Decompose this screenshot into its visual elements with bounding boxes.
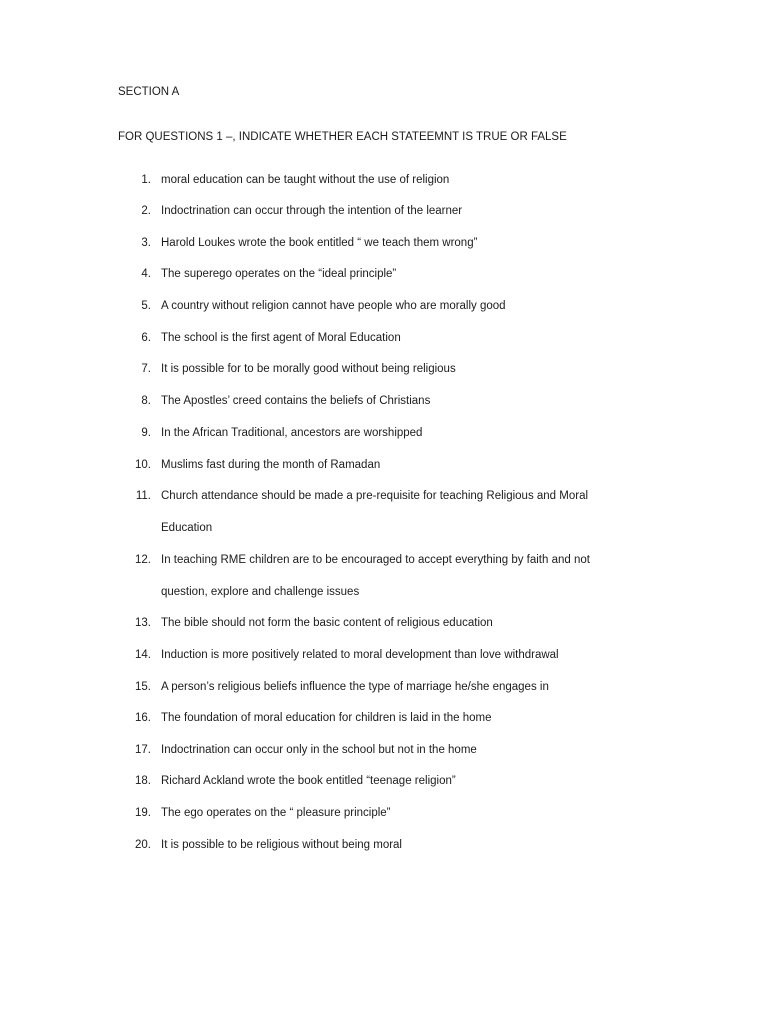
question-text: Indoctrination can occur through the intention of the learner — [161, 205, 463, 217]
instructions: FOR QUESTIONS 1 –, INDICATE WHETHER EACH STATEEMNT IS TRUE OR FALSE — [118, 131, 567, 143]
question-text: The foundation of moral education for children is laid in the home — [161, 712, 492, 724]
question-number: 5. — [141, 300, 151, 312]
question-text: The bible should not form the basic content of religious education — [161, 617, 493, 629]
question-text: It is possible for to be morally good without being religious — [161, 363, 456, 375]
question-number: 16. — [135, 712, 151, 724]
question-number: 17. — [135, 744, 151, 756]
question-number: 7. — [141, 363, 151, 375]
question-text: Induction is more positively related to moral development than love withdrawal — [161, 649, 559, 661]
question-number: 9. — [141, 427, 151, 439]
section-title: SECTION A — [118, 86, 180, 98]
question-text: Church attendance should be made a pre-requisite for teaching Religious and Moral — [161, 490, 589, 502]
question-text-continued: Education — [161, 522, 213, 534]
question-number: 12. — [135, 554, 151, 566]
question-number: 14. — [135, 649, 151, 661]
question-number: 3. — [141, 237, 151, 249]
question-number: 1. — [141, 174, 151, 186]
question-text: A person’s religious beliefs influence the type of marriage he/she engages in — [161, 681, 549, 693]
question-number: 20. — [135, 839, 151, 851]
question-text-continued: question, explore and challenge issues — [161, 586, 360, 598]
question-number: 4. — [141, 268, 151, 280]
question-text: The ego operates on the “ pleasure principle” — [161, 807, 391, 819]
question-text: In teaching RME children are to be encouraged to accept everything by faith and not — [161, 554, 590, 566]
question-number: 2. — [141, 205, 151, 217]
question-text: A country without religion cannot have people who are morally good — [161, 300, 506, 312]
question-number: 11. — [135, 490, 151, 502]
question-text: In the African Traditional, ancestors are worshipped — [161, 427, 423, 439]
question-text: The school is the first agent of Moral Education — [161, 332, 401, 344]
question-text: Indoctrination can occur only in the school but not in the home — [161, 744, 477, 756]
question-text: The superego operates on the “ideal principle” — [161, 268, 397, 280]
question-text: Muslims fast during the month of Ramadan — [161, 459, 381, 471]
question-text: It is possible to be religious without being moral — [161, 839, 402, 851]
question-number: 13. — [135, 617, 151, 629]
question-number: 19. — [135, 807, 151, 819]
question-text: Harold Loukes wrote the book entitled “ we teach them wrong” — [161, 237, 478, 249]
question-number: 15. — [135, 681, 151, 693]
question-text: Richard Ackland wrote the book entitled “teenage religion” — [161, 775, 456, 787]
question-number: 10. — [135, 459, 151, 471]
question-text: moral education can be taught without the use of religion — [161, 174, 450, 186]
question-number: 6. — [141, 332, 151, 344]
question-text: The Apostles’ creed contains the beliefs of Christians — [161, 395, 431, 407]
question-number: 8. — [141, 395, 151, 407]
question-number: 18. — [135, 775, 151, 787]
